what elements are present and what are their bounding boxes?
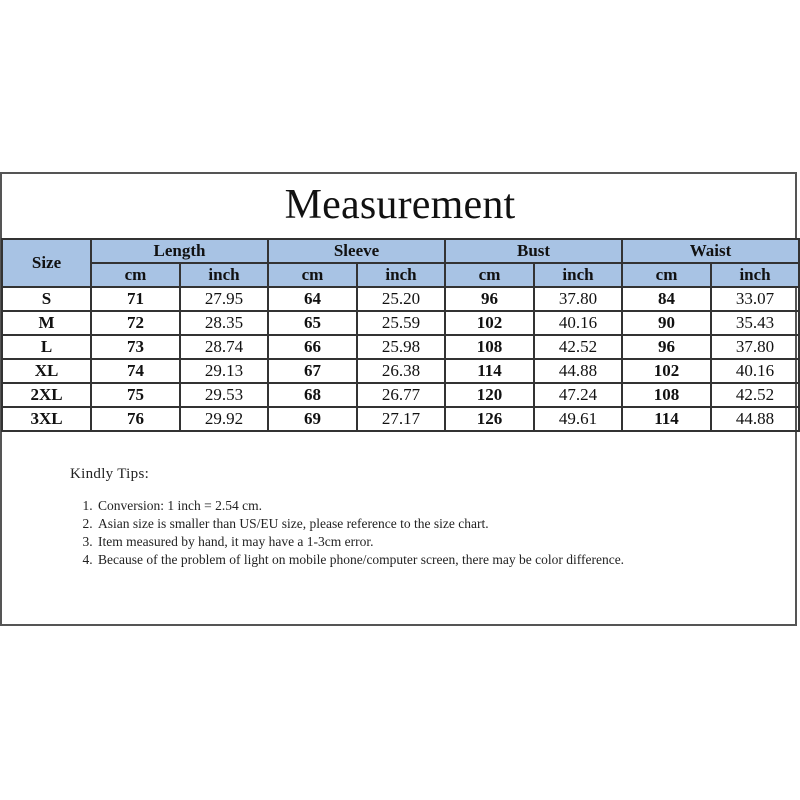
waist-cm-cell: 84 xyxy=(622,287,711,311)
page-title: Measurement xyxy=(284,182,516,228)
waist-cm-cell: 108 xyxy=(622,383,711,407)
table-row xyxy=(2,359,799,383)
sleeve-inch-cell: 25.20 xyxy=(357,287,445,311)
length-inch-cell: 27.95 xyxy=(180,287,268,311)
table-row xyxy=(2,287,799,311)
sleeve-cm-header: cm xyxy=(268,263,357,287)
size-chart-table xyxy=(1,238,800,432)
size-cell: 2XL xyxy=(2,383,91,407)
waist-inch-cell: 35.43 xyxy=(711,311,799,335)
sleeve-cm-cell: 64 xyxy=(268,287,357,311)
sleeve-inch-cell: 27.17 xyxy=(357,407,445,431)
sleeve-inch-header: inch xyxy=(357,263,445,287)
tips-title: Kindly Tips: xyxy=(70,466,150,482)
size-cell: S xyxy=(2,287,91,311)
table-row xyxy=(2,407,799,431)
bust-inch-cell: 44.88 xyxy=(534,359,622,383)
sleeve-inch-cell: 25.59 xyxy=(357,311,445,335)
bust-cm-cell: 102 xyxy=(445,311,534,335)
table-row xyxy=(2,311,799,335)
bust-inch-cell: 37.80 xyxy=(534,287,622,311)
waist-inch-cell: 37.80 xyxy=(711,335,799,359)
table-header-row-groups xyxy=(2,239,799,263)
bust-inch-cell: 47.24 xyxy=(534,383,622,407)
waist-inch-cell: 44.88 xyxy=(711,407,799,431)
length-cm-cell: 75 xyxy=(91,383,180,407)
sleeve-inch-cell: 26.77 xyxy=(357,383,445,407)
length-inch-cell: 29.92 xyxy=(180,407,268,431)
bust-group-header: Bust xyxy=(445,239,622,263)
table-row xyxy=(2,335,799,359)
waist-cm-cell: 114 xyxy=(622,407,711,431)
length-inch-cell: 29.53 xyxy=(180,383,268,407)
sleeve-cm-cell: 68 xyxy=(268,383,357,407)
sleeve-cm-cell: 67 xyxy=(268,359,357,383)
waist-group-header: Waist xyxy=(622,239,799,263)
bust-cm-cell: 120 xyxy=(445,383,534,407)
waist-inch-cell: 42.52 xyxy=(711,383,799,407)
tips-list xyxy=(70,497,710,569)
length-cm-cell: 71 xyxy=(91,287,180,311)
bust-cm-cell: 108 xyxy=(445,335,534,359)
waist-cm-cell: 96 xyxy=(622,335,711,359)
bust-cm-cell: 96 xyxy=(445,287,534,311)
length-cm-cell: 73 xyxy=(91,335,180,359)
sleeve-cm-cell: 66 xyxy=(268,335,357,359)
waist-inch-cell: 33.07 xyxy=(711,287,799,311)
tip-item: 4. Because of the problem of light on mobile phone/computer screen, there may be color difference. xyxy=(96,551,710,569)
bust-inch-cell: 42.52 xyxy=(534,335,622,359)
size-column-header: Size xyxy=(2,239,91,287)
waist-inch-header: inch xyxy=(711,263,799,287)
sleeve-cm-cell: 69 xyxy=(268,407,357,431)
tip-item: 3. Item measured by hand, it may have a 1-3cm error. xyxy=(96,533,710,551)
size-cell: M xyxy=(2,311,91,335)
size-cell: XL xyxy=(2,359,91,383)
size-cell: 3XL xyxy=(2,407,91,431)
waist-cm-cell: 102 xyxy=(622,359,711,383)
length-inch-cell: 28.74 xyxy=(180,335,268,359)
waist-cm-cell: 90 xyxy=(622,311,711,335)
tip-item: 1. Conversion: 1 inch = 2.54 cm. xyxy=(96,497,710,515)
bust-cm-cell: 126 xyxy=(445,407,534,431)
sleeve-cm-cell: 65 xyxy=(268,311,357,335)
length-inch-cell: 28.35 xyxy=(180,311,268,335)
bust-inch-cell: 40.16 xyxy=(534,311,622,335)
length-group-header: Length xyxy=(91,239,268,263)
bust-inch-cell: 49.61 xyxy=(534,407,622,431)
length-cm-cell: 72 xyxy=(91,311,180,335)
bust-cm-cell: 114 xyxy=(445,359,534,383)
table-header-row-units xyxy=(2,263,799,287)
length-inch-cell: 29.13 xyxy=(180,359,268,383)
length-cm-cell: 74 xyxy=(91,359,180,383)
length-cm-cell: 76 xyxy=(91,407,180,431)
sleeve-inch-cell: 25.98 xyxy=(357,335,445,359)
length-inch-header: inch xyxy=(180,263,268,287)
waist-inch-cell: 40.16 xyxy=(711,359,799,383)
bust-inch-header: inch xyxy=(534,263,622,287)
waist-cm-header: cm xyxy=(622,263,711,287)
bust-cm-header: cm xyxy=(445,263,534,287)
sleeve-inch-cell: 26.38 xyxy=(357,359,445,383)
length-cm-header: cm xyxy=(91,263,180,287)
table-row xyxy=(2,383,799,407)
size-cell: L xyxy=(2,335,91,359)
sleeve-group-header: Sleeve xyxy=(268,239,445,263)
tip-item: 2. Asian size is smaller than US/EU size, please reference to the size chart. xyxy=(96,515,710,533)
kindly-tips-section xyxy=(70,466,710,569)
